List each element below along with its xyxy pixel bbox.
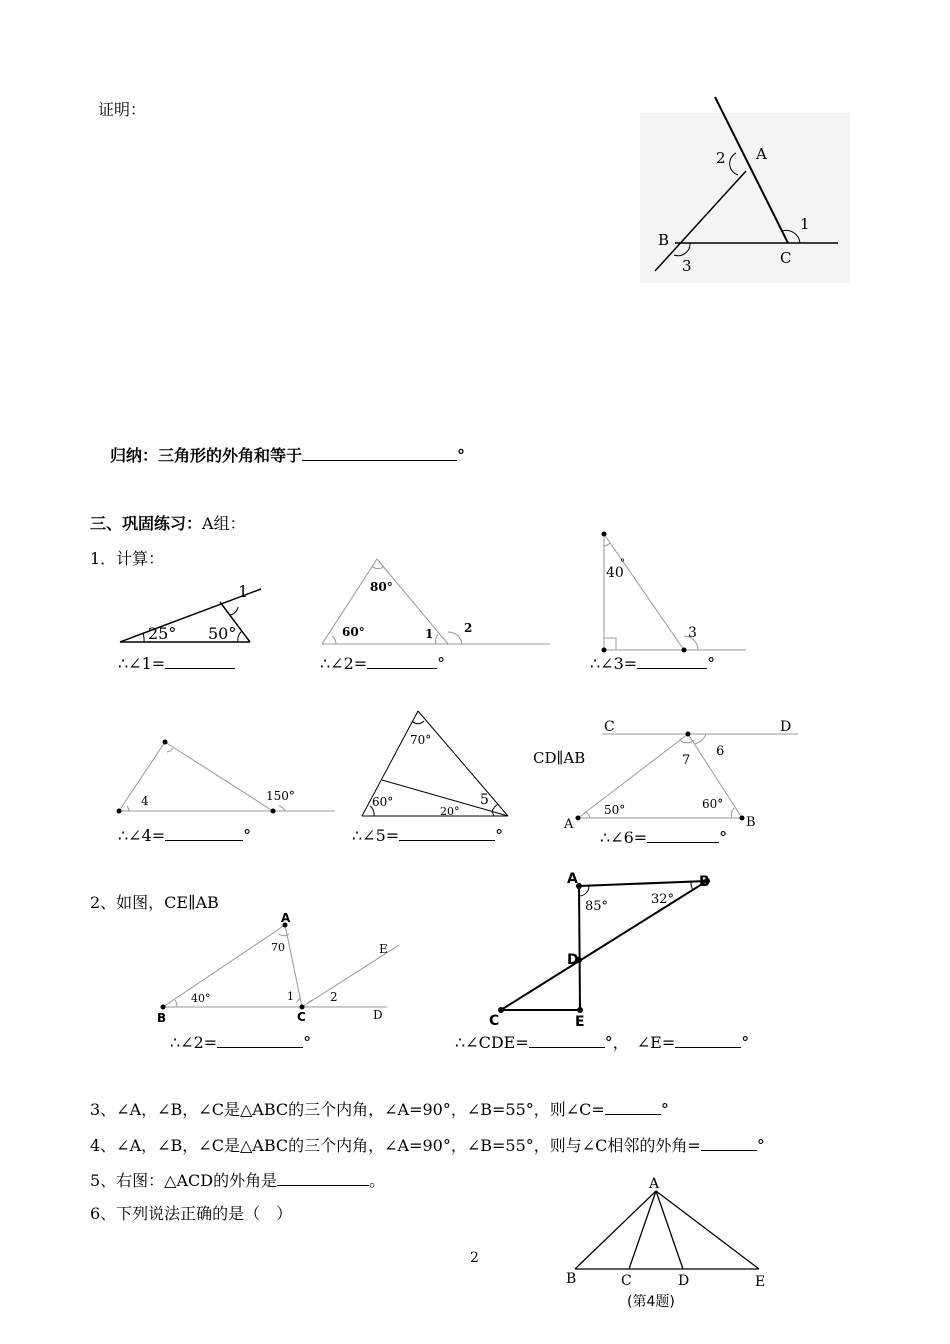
q2-blank-2[interactable] bbox=[529, 1031, 605, 1048]
svg-text:D: D bbox=[780, 719, 792, 735]
q1-figure-3 bbox=[600, 528, 750, 653]
q1-f6-condition: CD∥AB bbox=[533, 749, 586, 767]
svg-text:4: 4 bbox=[141, 794, 149, 808]
svg-text:50°: 50° bbox=[208, 624, 237, 643]
section3-group: A组： bbox=[202, 514, 246, 533]
summary-text: 归纳：三角形的外角和等于 bbox=[110, 446, 303, 465]
svg-text:A: A bbox=[564, 817, 574, 832]
svg-text:60°: 60° bbox=[702, 797, 724, 811]
svg-text:C: C bbox=[604, 719, 615, 735]
q1-figure-5 bbox=[360, 708, 512, 818]
svg-text:32°: 32° bbox=[651, 892, 675, 907]
svg-text:85°: 85° bbox=[585, 899, 609, 914]
summary-line bbox=[110, 444, 465, 466]
svg-text:°: ° bbox=[620, 558, 625, 569]
q2-figure-right bbox=[485, 868, 725, 1028]
svg-text:2: 2 bbox=[330, 990, 338, 1004]
q1-blank-6[interactable] bbox=[647, 826, 719, 843]
q4: 4、∠A，∠B，∠C是△ABC的三个内角，∠A=90°，∠B=55°，则与∠C相邻的外角= ° bbox=[90, 1136, 765, 1155]
q1-blank-5[interactable] bbox=[399, 824, 495, 841]
svg-text:A: A bbox=[281, 911, 291, 925]
svg-text:2: 2 bbox=[464, 621, 473, 635]
page-number: 2 bbox=[470, 1250, 479, 1266]
fig-top-label-c: C bbox=[780, 249, 792, 267]
svg-text:B: B bbox=[566, 1271, 577, 1287]
q2-answer-2: ∴∠CDE= °， ∠E= ° bbox=[455, 1033, 750, 1052]
svg-text:40: 40 bbox=[606, 565, 624, 581]
fig-top-label-1: 1 bbox=[800, 215, 810, 233]
q1-label: 1．计算： bbox=[90, 549, 165, 568]
svg-text:1: 1 bbox=[238, 582, 249, 601]
svg-text:1: 1 bbox=[287, 990, 294, 1003]
q1-answer-5: ∴∠5= ° bbox=[352, 826, 504, 845]
q6: 6、下列说法正确的是（ ） bbox=[90, 1204, 293, 1223]
svg-text:70: 70 bbox=[271, 941, 285, 954]
proof-label: 证明： bbox=[98, 100, 147, 119]
svg-text:50°: 50° bbox=[604, 803, 626, 817]
q3-blank[interactable] bbox=[605, 1098, 661, 1115]
svg-text:40°: 40° bbox=[191, 992, 211, 1005]
svg-text:80°: 80° bbox=[370, 580, 393, 594]
svg-text:E: E bbox=[379, 942, 388, 956]
svg-text:6: 6 bbox=[716, 744, 725, 759]
svg-text:70°: 70° bbox=[410, 733, 432, 747]
q1-figure-6 bbox=[560, 718, 800, 833]
svg-text:E: E bbox=[755, 1274, 766, 1290]
q1-blank-4[interactable] bbox=[165, 824, 243, 841]
svg-text:5: 5 bbox=[480, 792, 489, 808]
q1-blank-2[interactable] bbox=[367, 652, 437, 669]
q1-figure-2 bbox=[320, 556, 552, 646]
svg-text:A: A bbox=[567, 871, 578, 887]
q1-answer-6: ∴∠6= ° bbox=[600, 828, 728, 847]
svg-text:D: D bbox=[567, 952, 579, 968]
svg-text:20°: 20° bbox=[440, 805, 460, 818]
q1-figure-4 bbox=[113, 736, 338, 816]
fig-top-label-3: 3 bbox=[682, 257, 692, 275]
svg-text:D: D bbox=[678, 1273, 690, 1289]
svg-text:B: B bbox=[157, 1011, 167, 1025]
fig-top-label-2: 2 bbox=[716, 149, 726, 167]
q2-label: 2、如图，CE∥AB bbox=[90, 893, 219, 912]
svg-text:1: 1 bbox=[425, 627, 434, 641]
q2-answer-1: ∴∠2= ° bbox=[170, 1033, 312, 1052]
svg-text:C: C bbox=[621, 1273, 632, 1289]
section3-title: 三、巩固练习： bbox=[90, 514, 203, 533]
fig-top-label-a: A bbox=[756, 145, 767, 163]
q1-answer-2: ∴∠2= ° bbox=[320, 654, 446, 673]
q5-blank[interactable] bbox=[277, 1169, 369, 1186]
q4-blank[interactable] bbox=[701, 1134, 757, 1151]
svg-text:3: 3 bbox=[688, 625, 697, 641]
q5: 5、右图：△ACD的外角是 。 bbox=[90, 1171, 386, 1190]
figure-triangle-bottom bbox=[565, 1176, 775, 1314]
svg-text:B: B bbox=[746, 815, 756, 830]
q1-figure-1 bbox=[118, 582, 268, 645]
q1-blank-1[interactable] bbox=[165, 652, 235, 669]
q2-blank-1[interactable] bbox=[217, 1031, 303, 1048]
svg-text:C: C bbox=[489, 1013, 500, 1029]
svg-text:A: A bbox=[649, 1176, 660, 1192]
q2-figure-left bbox=[155, 910, 395, 1025]
q1-answer-4: ∴∠4= ° bbox=[118, 826, 252, 845]
svg-text:B: B bbox=[699, 874, 710, 890]
svg-text:60°: 60° bbox=[372, 795, 394, 809]
fig-top-label-b: B bbox=[658, 231, 670, 249]
svg-text:25°: 25° bbox=[148, 624, 177, 643]
q3: 3、∠A，∠B，∠C是△ABC的三个内角，∠A=90°，∠B=55°，则∠C= ° bbox=[90, 1100, 669, 1119]
svg-text:C: C bbox=[297, 1010, 306, 1024]
figure-caption: (第4题) bbox=[627, 1294, 675, 1310]
summary-end: ° bbox=[457, 446, 466, 465]
q1-answer-3: ∴∠3= ° bbox=[590, 654, 716, 673]
q1-blank-3[interactable] bbox=[637, 652, 707, 669]
q2-blank-3[interactable] bbox=[675, 1031, 741, 1048]
section3-heading bbox=[90, 514, 246, 534]
figure-exterior-angles bbox=[640, 95, 850, 285]
svg-text:60°: 60° bbox=[342, 625, 365, 639]
svg-text:7: 7 bbox=[682, 753, 691, 768]
svg-text:E: E bbox=[575, 1014, 585, 1030]
summary-blank[interactable] bbox=[302, 444, 457, 461]
q1-answer-1: ∴∠1= bbox=[118, 652, 235, 674]
svg-text:150°: 150° bbox=[266, 789, 295, 803]
svg-text:D: D bbox=[373, 1008, 383, 1022]
